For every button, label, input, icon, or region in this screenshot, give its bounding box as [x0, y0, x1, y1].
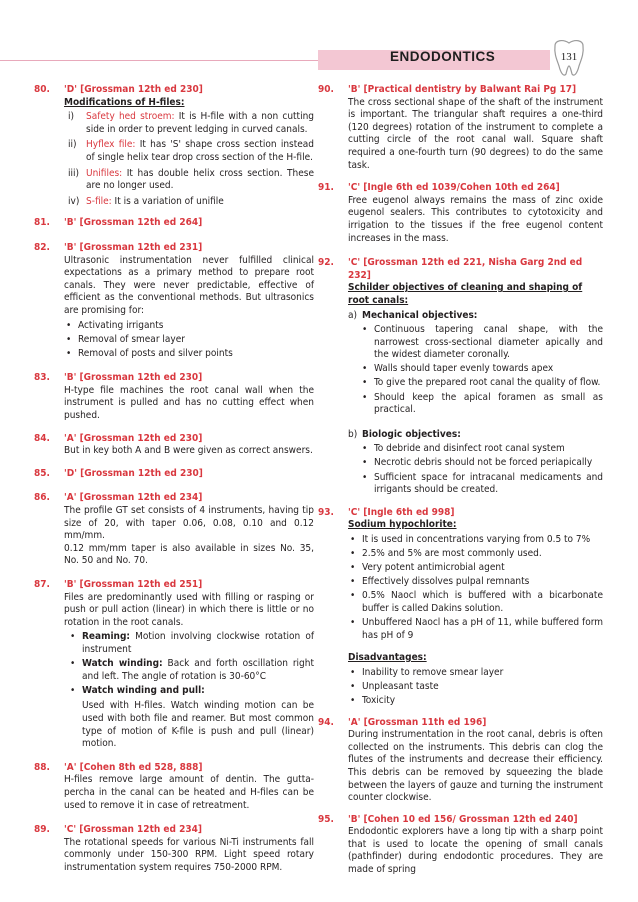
- list-item: • It is used in concentrations varying from 0.5 to 7%: [348, 534, 603, 547]
- question-number: 90.: [318, 84, 334, 95]
- list-item: • Very potent antimicrobial agent: [348, 562, 603, 575]
- bullet-list: [348, 443, 603, 496]
- list-item: • Inability to remove smear layer: [348, 667, 603, 680]
- answer-text: The profile GT set consists of 4 instruments, having tip size of 20, with taper 0.06, 0.08, 0.10 and 0.12 mm/mm.: [64, 505, 314, 542]
- answer-text: The cross sectional shape of the shaft of the instrument is important. The triangular shaft requires a one-third (120 degrees) rotation of the instrument to complete a cutting circle of the root canal wall. Square shaft required a one-fourth turn (90 degrees) to do the same task.: [348, 96, 603, 171]
- list-item: • Effectively dissolves pulpal remnants: [348, 576, 603, 589]
- roman-item: ii) Hyflex file: It has 'S' shape cross section instead of single helix tear drop cross section of the H-file.: [68, 139, 314, 163]
- question-number: 91.: [318, 182, 334, 194]
- question-number: 92.: [318, 257, 334, 269]
- list-item: • Unbuffered Naocl has a pH of 11, while buffered form has pH of 9: [348, 617, 603, 642]
- question-92: [318, 257, 603, 497]
- question-number: 94.: [318, 716, 334, 728]
- question-83: [34, 372, 314, 422]
- question-80: [34, 84, 314, 208]
- roman-item: i) Safety hed stroem: It is H-file with a non cutting side in order to prevent ledging in curved canals.: [68, 111, 314, 135]
- bullet-list: [64, 631, 314, 697]
- objective-heading: a) Mechanical objectives:: [348, 309, 478, 321]
- question-93: [318, 507, 603, 708]
- answer-reference: 'C' [Ingle 6th ed 998]: [348, 506, 455, 518]
- answer-reference: 'B' [Practical dentistry by Balwant Rai Pg 17]: [348, 84, 577, 95]
- question-88: [34, 762, 314, 812]
- answer-reference: 'C' [Ingle 6th ed 1039/Cohen 10th ed 264]: [348, 182, 560, 194]
- question-91: [318, 182, 603, 245]
- answer-reference: 'B' [Cohen 10 ed 156/ Grossman 12th ed 240]: [348, 813, 578, 825]
- list-item: • Watch winding: Back and forth oscillation right and left. The angle of rotation is 30-60°C: [68, 658, 314, 683]
- answer-reference: 'D' [Grossman 12th ed 230]: [64, 84, 203, 95]
- question-84: [34, 433, 314, 458]
- chapter-title: ENDODONTICS: [390, 49, 496, 64]
- answer-reference: 'C' [Grossman 12th ed 221, Nisha Garg 2nd ed 232]: [348, 257, 583, 281]
- question-number: 85.: [34, 467, 50, 479]
- section-subtitle: Modifications of H-files:: [64, 96, 185, 108]
- list-item: • 2.5% and 5% are most commonly used.: [348, 548, 603, 561]
- question-90: [318, 84, 603, 172]
- roman-item: iv) S-file: It is a variation of unifile: [68, 195, 224, 207]
- question-95: [318, 814, 603, 877]
- answer-text: 0.12 mm/mm taper is also available in sizes No. 35, No. 50 and No. 70.: [64, 542, 314, 567]
- answer-text: During instrumentation in the root canal, debris is often collected on the instruments. This debris can clog the flutes of the instruments and decrease their efficiency. This debris can be removed by squeezing the blade between the layers of gauze and turning the instrument counter clockwise.: [348, 729, 603, 804]
- answer-text: But in key both A and B were given as correct answers.: [64, 445, 313, 457]
- objective-heading: b) Biologic objectives:: [348, 428, 461, 440]
- list-item: • Sufficient space for intracanal medicaments and irrigants should be created.: [348, 472, 603, 497]
- list-item: • Reaming: Motion involving clockwise rotation of instrument: [68, 631, 314, 656]
- question-number: 83.: [34, 372, 50, 384]
- list-item: • Necrotic debris should not be forced periapically: [348, 457, 603, 470]
- question-number: 88.: [34, 761, 50, 773]
- answer-reference: 'B' [Grossman 12th ed 264]: [64, 217, 203, 229]
- question-number: 87.: [34, 579, 50, 590]
- answer-reference: 'B' [Grossman 12th ed 230]: [64, 372, 203, 384]
- answer-text: Free eugenol always remains the mass of zinc oxide eugenol sealers. This contributes to cytotoxicity and irrigation to the tissues if the free eugenol content increases in the mass.: [348, 194, 603, 244]
- question-85: [34, 468, 314, 481]
- answer-reference: 'C' [Grossman 12th ed 234]: [64, 824, 202, 836]
- list-item: • Removal of posts and silver points: [64, 348, 314, 361]
- list-item: • To debride and disinfect root canal system: [348, 443, 603, 456]
- list-item: • Continuous tapering canal shape, with the narrowest cross-sectional diameter apically and the widest diameter coronally.: [348, 324, 603, 362]
- question-number: 80.: [34, 84, 50, 95]
- answer-text: Files are predominantly used with filling or rasping or push or pull action (linear) in which there is little or no rotation in the root canals.: [64, 591, 314, 628]
- answer-text: H-files remove large amount of dentin. The gutta-percha in the canal can be heated and H-files can be used to remove it in case of retreatment.: [64, 774, 314, 811]
- answer-text: The rotational speeds for various Ni-Ti instruments fall commonly under 150-300 RPM. Light speed rotary instrumentation system requires 750-2000 RPM.: [64, 836, 314, 873]
- right-column: [318, 84, 603, 886]
- question-number: 82.: [34, 241, 50, 253]
- left-column: [34, 84, 314, 883]
- list-item: • To give the prepared root canal the quality of flow.: [348, 377, 603, 390]
- section-subtitle: Sodium hypochlorite:: [348, 519, 457, 531]
- question-89: [34, 824, 314, 874]
- answer-reference: 'A' [Cohen 8th ed 528, 888]: [64, 761, 203, 773]
- answer-reference: 'A' [Grossman 12th ed 230]: [64, 432, 203, 444]
- question-82: [34, 242, 314, 360]
- bullet-list: [348, 667, 603, 708]
- header-rule: [0, 60, 318, 61]
- list-item: • Unpleasant taste: [348, 681, 603, 694]
- section-subtitle: Schilder objectives of cleaning and shaping of root canals:: [348, 282, 583, 306]
- question-87: [34, 579, 314, 751]
- question-number: 84.: [34, 432, 50, 444]
- answer-text: Endodontic explorers have a long tip with a sharp point that is used to locate the opening of small canals (pathfinder) during endodontic procedures. They are made of spring: [348, 826, 603, 876]
- question-94: [318, 717, 603, 805]
- answer-text: Used with H-files. Watch winding motion can be used with both file and reamer. But most common type of motion of K-file is push and pull (linear) motion.: [82, 700, 314, 750]
- bullet-list: [348, 324, 603, 417]
- question-number: 93.: [318, 506, 334, 518]
- section-subtitle: Disadvantages:: [348, 652, 427, 664]
- list-item: • Walls should taper evenly towards apex: [348, 363, 603, 376]
- list-item: • Activating irrigants: [64, 320, 314, 333]
- page-number: 131: [560, 51, 578, 63]
- answer-text: H-type file machines the root canal wall when the instrument is pulled and has no cutting effect when pushed.: [64, 384, 314, 422]
- list-item: • Should keep the apical foramen as small as practical.: [348, 392, 603, 417]
- question-number: 89.: [34, 824, 50, 836]
- answer-reference: 'A' [Grossman 11th ed 196]: [348, 716, 487, 728]
- list-item: • Watch winding and pull:: [68, 685, 314, 698]
- bullet-list: [64, 320, 314, 361]
- list-item: • Removal of smear layer: [64, 334, 314, 347]
- answer-text: Ultrasonic instrumentation never fulfilled clinical expectations as a primary method to prepare root canals. They were never predictable, effective of efficient as the conventional methods. But ultrasonics are promising for:: [64, 254, 314, 316]
- question-86: [34, 492, 314, 568]
- question-81: [34, 217, 314, 230]
- question-number: 86.: [34, 492, 50, 504]
- list-item: • 0.5% Naocl which is buffered with a bicarbonate buffer is called Dakins solution.: [348, 590, 603, 615]
- answer-reference: 'B' [Grossman 12th ed 251]: [64, 579, 203, 590]
- question-number: 95.: [318, 813, 334, 825]
- list-item: • Toxicity: [348, 695, 603, 708]
- answer-reference: 'A' [Grossman 12th ed 234]: [64, 492, 203, 504]
- question-number: 81.: [34, 217, 50, 229]
- answer-reference: 'D' [Grossman 12th ed 230]: [64, 467, 203, 479]
- bullet-list: [348, 534, 603, 642]
- answer-reference: 'B' [Grossman 12th ed 231]: [64, 241, 203, 253]
- roman-item: iii) Unifiles: It has double helix cross section. These are no longer used.: [68, 167, 314, 192]
